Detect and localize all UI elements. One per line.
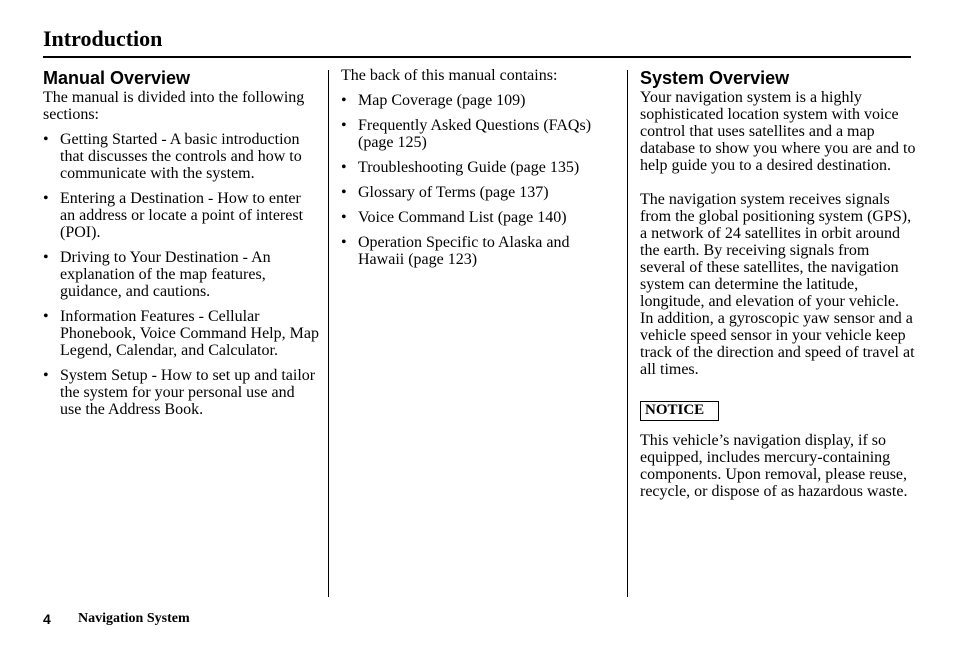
bullet-icon: • — [341, 184, 347, 201]
list-item — [341, 234, 617, 268]
list-item-text: Driving to Your Destination - An explanation of the map features, guidance, and cautions. — [60, 249, 271, 300]
manual-overview-heading: Manual Overview — [43, 68, 191, 88]
list-item-text: System Setup - How to set up and tailor the system for your personal use and use the Address Book. — [60, 367, 316, 418]
list-item — [341, 117, 617, 151]
system-overview-heading: System Overview — [640, 68, 790, 88]
list-item-text: Getting Started - A basic introduction that discusses the controls and how to communicate with the system. — [60, 131, 302, 182]
manual-overview-intro: The manual is divided into the following sections: — [43, 89, 305, 123]
list-item-text: Information Features - Cellular Phonebook, Voice Command Help, Map Legend, Calendar, and Calculator. — [60, 308, 319, 359]
gps-paragraph: The navigation system receives signals from the global positioning system (GPS), a network of 24 satellites in orbit around the earth. By receiving signals from several of these satellites, the navigation system can determine the latitude, longitude, and elevation of your vehicle. In addition, a gyroscopic yaw sensor and a vehicle speed sensor in your vehicle keep track of the direction and speed of travel at all times. — [640, 191, 915, 378]
bullet-icon: • — [43, 249, 49, 266]
list-item-text: Frequently Asked Questions (FAQs) (page 125) — [358, 117, 592, 151]
list-item-text: Entering a Destination - How to enter an address or locate a point of interest (POI). — [60, 190, 304, 241]
bullet-icon: • — [341, 209, 347, 226]
column-divider-left — [328, 70, 329, 597]
manual-overview-column — [43, 67, 319, 426]
manual-sections-list — [43, 131, 319, 418]
notice-text: This vehicle’s navigation display, if so equipped, includes mercury-containing components. Upon removal, please reuse, recycle, or dispose of as hazardous waste. — [640, 432, 908, 500]
page-number: 4 — [43, 611, 51, 627]
list-item-text: Operation Specific to Alaska and Hawaii (page 123) — [358, 234, 570, 268]
list-item — [43, 367, 319, 418]
list-item-text: Glossary of Terms (page 137) — [358, 184, 549, 201]
bullet-icon: • — [43, 131, 49, 148]
notice-label: NOTICE — [640, 401, 719, 421]
list-item — [341, 209, 617, 226]
bullet-icon: • — [43, 190, 49, 207]
list-item — [43, 190, 319, 241]
list-item-text: Troubleshooting Guide (page 135) — [358, 159, 580, 176]
back-of-manual-column — [341, 67, 617, 276]
list-item — [341, 184, 617, 201]
list-item — [341, 92, 617, 109]
back-of-manual-intro: The back of this manual contains: — [341, 67, 558, 84]
bullet-icon: • — [43, 308, 49, 325]
bullet-icon: • — [43, 367, 49, 384]
system-overview-paragraph: Your navigation system is a highly sophisticated location system with voice control that uses satellites and a map database to show you where you are and to help guide you to a desired destination. — [640, 89, 916, 174]
list-item — [341, 159, 617, 176]
title-divider — [43, 56, 911, 58]
bullet-icon: • — [341, 117, 347, 134]
footer-label: Navigation System — [78, 611, 190, 626]
column-divider-right — [627, 70, 628, 597]
list-item — [43, 131, 319, 182]
bullet-icon: • — [341, 92, 347, 109]
page-title: Introduction — [43, 26, 163, 51]
list-item-text: Map Coverage (page 109) — [358, 92, 526, 109]
list-item — [43, 249, 319, 300]
list-item — [43, 308, 319, 359]
bullet-icon: • — [341, 159, 347, 176]
system-overview-column — [640, 67, 916, 500]
back-of-manual-list — [341, 92, 617, 268]
list-item-text: Voice Command List (page 140) — [358, 209, 567, 226]
bullet-icon: • — [341, 234, 347, 251]
